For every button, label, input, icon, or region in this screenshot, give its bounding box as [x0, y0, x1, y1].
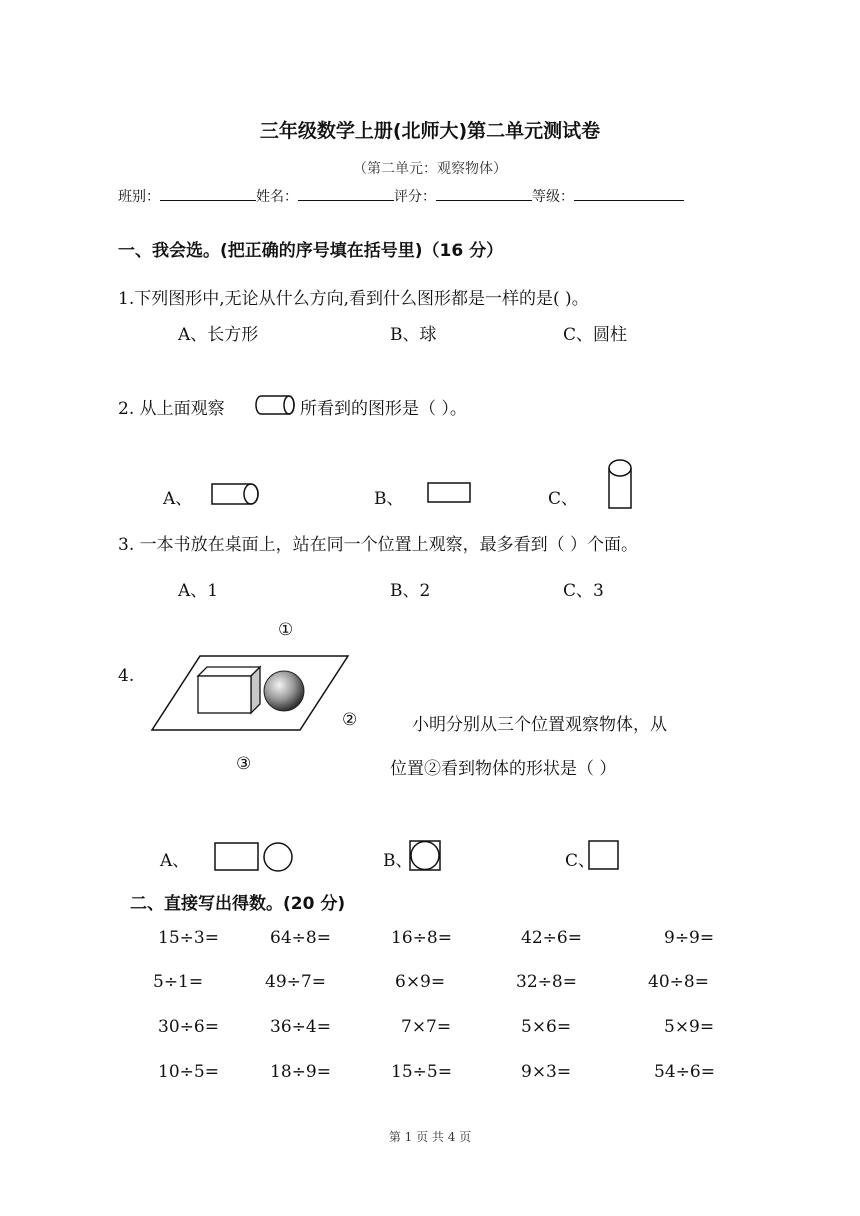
q4-option-c-square-icon [587, 839, 621, 871]
q4-option-a: A、 [160, 851, 190, 871]
q4-option-b: B、 [383, 851, 413, 871]
ball-icon [264, 671, 304, 711]
page-title: 三年级数学上册(北师大)第二单元测试卷 [259, 120, 601, 142]
calc-item: 15÷5= [391, 1062, 452, 1082]
horizontal-cylinder-icon [254, 394, 296, 416]
question-4-text-line2: 位置②看到物体的形状是（ ） [390, 759, 617, 779]
question-3: 3. 一本书放在桌面上，站在同一个位置上观察，最多看到（ ）个面。 [118, 535, 639, 555]
table-scene-illustration [150, 654, 352, 732]
grade-blank [574, 186, 684, 201]
q4-option-a-rect-circle-icon [214, 841, 296, 873]
cuboid-icon [198, 667, 260, 713]
q2-option-c: C、 [548, 489, 579, 509]
q2-option-b: B、 [374, 489, 404, 509]
calc-item: 54÷6= [654, 1062, 715, 1082]
calc-item: 40÷8= [648, 972, 709, 992]
question-2-start: 2. 从上面观察 [118, 399, 225, 419]
score-blank [436, 186, 532, 201]
calc-item: 16÷8= [391, 928, 452, 948]
q2-option-b-rectangle-icon [427, 482, 473, 504]
student-info-line [118, 186, 684, 206]
grade-label: 等级： [532, 189, 574, 205]
name-blank [298, 186, 394, 201]
q2-option-a: A、 [163, 489, 193, 509]
calc-item: 6×9= [395, 972, 446, 992]
position-1-label: ① [278, 620, 294, 640]
position-3-label: ③ [236, 754, 252, 774]
calc-item: 30÷6= [158, 1017, 219, 1037]
section2-heading: 二、直接写出得数。(20 分) [130, 894, 346, 914]
page-subtitle: （第二单元：观察物体） [353, 161, 507, 177]
name-label: 姓名： [256, 189, 298, 205]
calc-item: 5×6= [521, 1017, 572, 1037]
question-2-end: 所看到的图形是（ ）。 [300, 399, 467, 419]
question-1: 1.下列图形中,无论从什么方向,看到什么图形都是一样的是( )。 [118, 289, 589, 309]
calc-item: 7×7= [401, 1017, 452, 1037]
calc-item: 9÷9= [664, 928, 715, 948]
calc-item: 36÷4= [270, 1017, 331, 1037]
q3-option-c: C、3 [563, 581, 604, 601]
q4-option-c: C、 [565, 851, 596, 871]
calc-item: 5÷1= [153, 972, 204, 992]
calc-item: 49÷7= [265, 972, 326, 992]
calc-item: 32÷8= [516, 972, 577, 992]
position-2-label: ② [342, 710, 358, 730]
q1-option-c: C、圆柱 [563, 325, 628, 345]
q2-option-a-cylinder-icon [211, 482, 261, 506]
calc-item: 42÷6= [521, 928, 582, 948]
score-label: 评分： [394, 189, 436, 205]
question-4-text-line1: 小明分别从三个位置观察物体，从 [412, 715, 667, 735]
class-blank [160, 186, 256, 201]
section1-heading: 一、我会选。(把正确的序号填在括号里)（16 分） [118, 241, 504, 261]
page-footer: 第 1 页 共 4 页 [388, 1130, 472, 1144]
q4-option-b-square-circle-icon [408, 839, 444, 873]
q2-option-c-upright-cylinder-icon [607, 458, 635, 512]
calc-item: 9×3= [521, 1062, 572, 1082]
calc-item: 10÷5= [158, 1062, 219, 1082]
calc-item: 5×9= [664, 1017, 715, 1037]
q1-option-b: B、球 [390, 325, 437, 345]
q1-option-a: A、长方形 [178, 325, 259, 345]
question-4-number: 4. [118, 666, 135, 686]
q3-option-a: A、1 [178, 581, 219, 601]
calc-item: 18÷9= [270, 1062, 331, 1082]
q3-option-b: B、2 [390, 581, 431, 601]
calc-item: 15÷3= [158, 928, 219, 948]
calc-item: 64÷8= [270, 928, 331, 948]
class-label: 班别： [118, 189, 160, 205]
